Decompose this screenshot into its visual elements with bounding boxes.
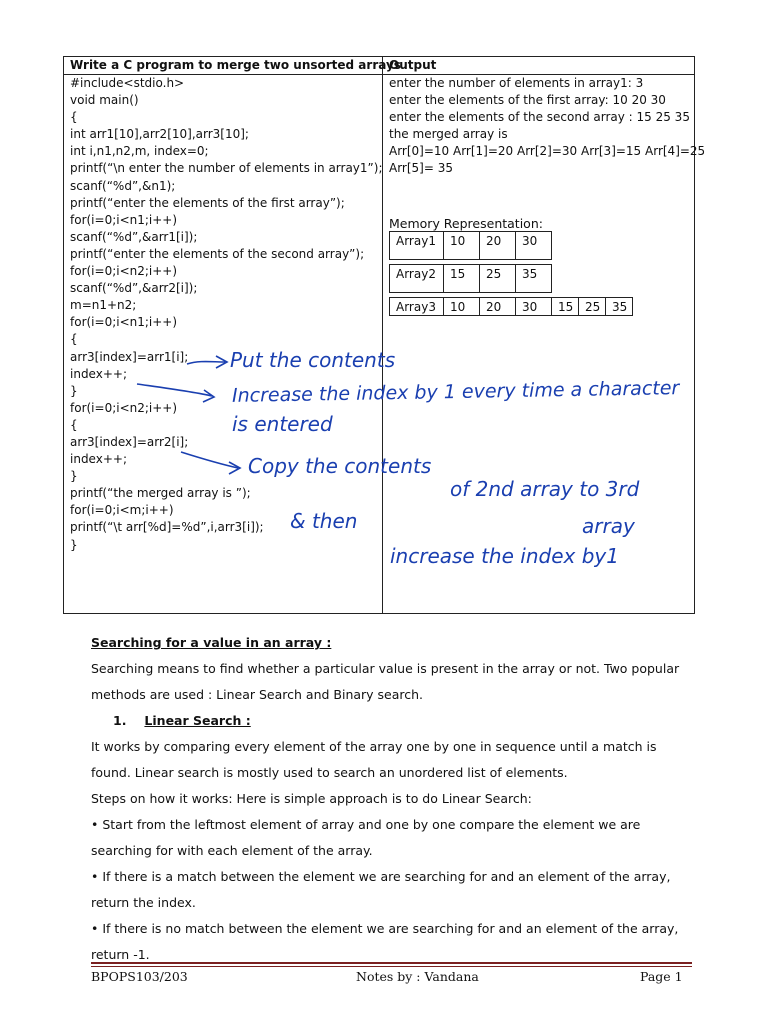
handnote-2nd-to-3rd: of 2nd array to 3rd xyxy=(450,477,640,501)
memory-row xyxy=(389,264,551,293)
item-number: 1. xyxy=(113,713,127,728)
code-line: printf(“\t arr[%d]=%d”,i,arr3[i]); xyxy=(70,520,264,535)
handnote-increase-index: Increase the index by 1 every time a character xyxy=(231,377,680,407)
memory-cell: 15 xyxy=(551,297,579,316)
output-line: Arr[0]=10 Arr[1]=20 Arr[2]=30 Arr[3]=15 Arr[4]=25 xyxy=(389,144,706,159)
memory-label: Memory Representation: xyxy=(389,216,543,231)
code-line: printf(“enter the elements of the first array”); xyxy=(70,195,345,210)
bullet-start: • Start from the leftmost element of array and one by one compare the element we are searching for with each element of the array. xyxy=(91,817,641,858)
handnote-is-entered: is entered xyxy=(232,412,333,436)
output-line: the merged array is xyxy=(389,127,508,142)
para-intro: Searching means to find whether a particular value is present in the array or not. Two popular methods are used : Linear Search and Binary search. xyxy=(91,661,680,702)
code-block xyxy=(70,75,383,554)
output-block xyxy=(389,75,705,178)
footer-author: Notes by : Vandana xyxy=(356,969,479,984)
handnote-increase-by1: increase the index by1 xyxy=(390,544,619,568)
memory-cell: 25 xyxy=(578,297,606,316)
section-title: Searching for a value in an array : xyxy=(91,635,332,650)
output-line: enter the elements of the first array: 10 20 30 xyxy=(389,93,666,108)
right-header: Output xyxy=(389,58,437,72)
bullet-no-match: • If there is no match between the element we are searching for and an element of the array, return -1. xyxy=(91,921,679,962)
code-line: int arr1[10],arr2[10],arr3[10]; xyxy=(70,127,249,142)
memory-array-name: Array2 xyxy=(389,264,444,293)
memory-cell: 20 xyxy=(479,297,516,316)
code-line: m=n1+n2; xyxy=(70,298,137,313)
code-line: #include<stdio.h> xyxy=(70,76,185,90)
handnote-and-then: & then xyxy=(290,509,358,533)
code-line: printf(“enter the elements of the second array”); xyxy=(70,246,365,261)
code-line: } xyxy=(70,469,78,484)
output-line: Arr[5]= 35 xyxy=(389,161,454,176)
memory-row xyxy=(389,231,551,260)
code-line: arr3[index]=arr2[i]; xyxy=(70,434,189,449)
footer-rule-thin xyxy=(91,966,692,967)
memory-cell: 25 xyxy=(479,264,516,293)
code-line: void main() xyxy=(70,93,139,108)
code-line: scanf(“%d”,&arr2[i]); xyxy=(70,281,198,296)
code-line: } xyxy=(70,383,78,398)
handnote-copy-contents: Copy the contents xyxy=(248,454,432,478)
para-linear: It works by comparing every element of the array one by one in sequence until a match is found. Linear search is mostly used to search an unordered list of elements. xyxy=(91,739,657,780)
code-line: for(i=0;i<n2;i++) xyxy=(70,400,178,415)
code-line: index++; xyxy=(70,366,127,381)
memory-cell: 35 xyxy=(515,264,552,293)
code-line: for(i=0;i<m;i++) xyxy=(70,503,174,518)
memory-cell: 10 xyxy=(443,231,480,260)
memory-array-name: Array1 xyxy=(389,231,444,260)
left-header: Write a C program to merge two unsorted arrays xyxy=(70,58,401,72)
code-line: index++; xyxy=(70,452,127,467)
code-line: scanf(“%d”,&n1); xyxy=(70,178,176,193)
memory-cell: 35 xyxy=(605,297,633,316)
memory-cell: 10 xyxy=(443,297,480,316)
para-steps: Steps on how it works: Here is simple approach is to do Linear Search: xyxy=(91,791,532,806)
handnote-array: array xyxy=(582,514,635,538)
memory-array-name: Array3 xyxy=(389,297,444,316)
code-line: printf(“\n enter the number of elements in array1”); xyxy=(70,161,383,176)
code-line: { xyxy=(70,417,78,432)
linear-search-title: Linear Search : xyxy=(144,713,251,728)
footer-rule xyxy=(91,962,692,964)
memory-cell: 30 xyxy=(515,297,552,316)
code-line: for(i=0;i<n1;i++) xyxy=(70,212,178,227)
memory-row xyxy=(389,297,632,316)
memory-cell: 15 xyxy=(443,264,480,293)
code-line: { xyxy=(70,110,78,125)
memory-cell: 30 xyxy=(515,231,552,260)
code-line: arr3[index]=arr1[i]; xyxy=(70,349,189,364)
footer-course-code: BPOPS103/203 xyxy=(91,969,188,984)
handnote-put-contents: Put the contents xyxy=(230,348,396,372)
code-line: int i,n1,n2,m, index=0; xyxy=(70,144,209,159)
code-line: printf(“the merged array is ”); xyxy=(70,486,251,501)
code-line: scanf(“%d”,&arr1[i]); xyxy=(70,229,198,244)
code-line: for(i=0;i<n2;i++) xyxy=(70,264,178,279)
section-body xyxy=(91,630,691,968)
code-line: { xyxy=(70,332,78,347)
output-line: enter the elements of the second array : 15 25 35 xyxy=(389,110,690,125)
memory-cell: 20 xyxy=(479,231,516,260)
code-line: for(i=0;i<n1;i++) xyxy=(70,315,178,330)
output-line: enter the number of elements in array1: 3 xyxy=(389,76,644,90)
code-line: } xyxy=(70,537,78,552)
bullet-match: • If there is a match between the element we are searching for and an element of the array, return the index. xyxy=(91,869,671,910)
footer-page-number: Page 1 xyxy=(640,969,683,984)
